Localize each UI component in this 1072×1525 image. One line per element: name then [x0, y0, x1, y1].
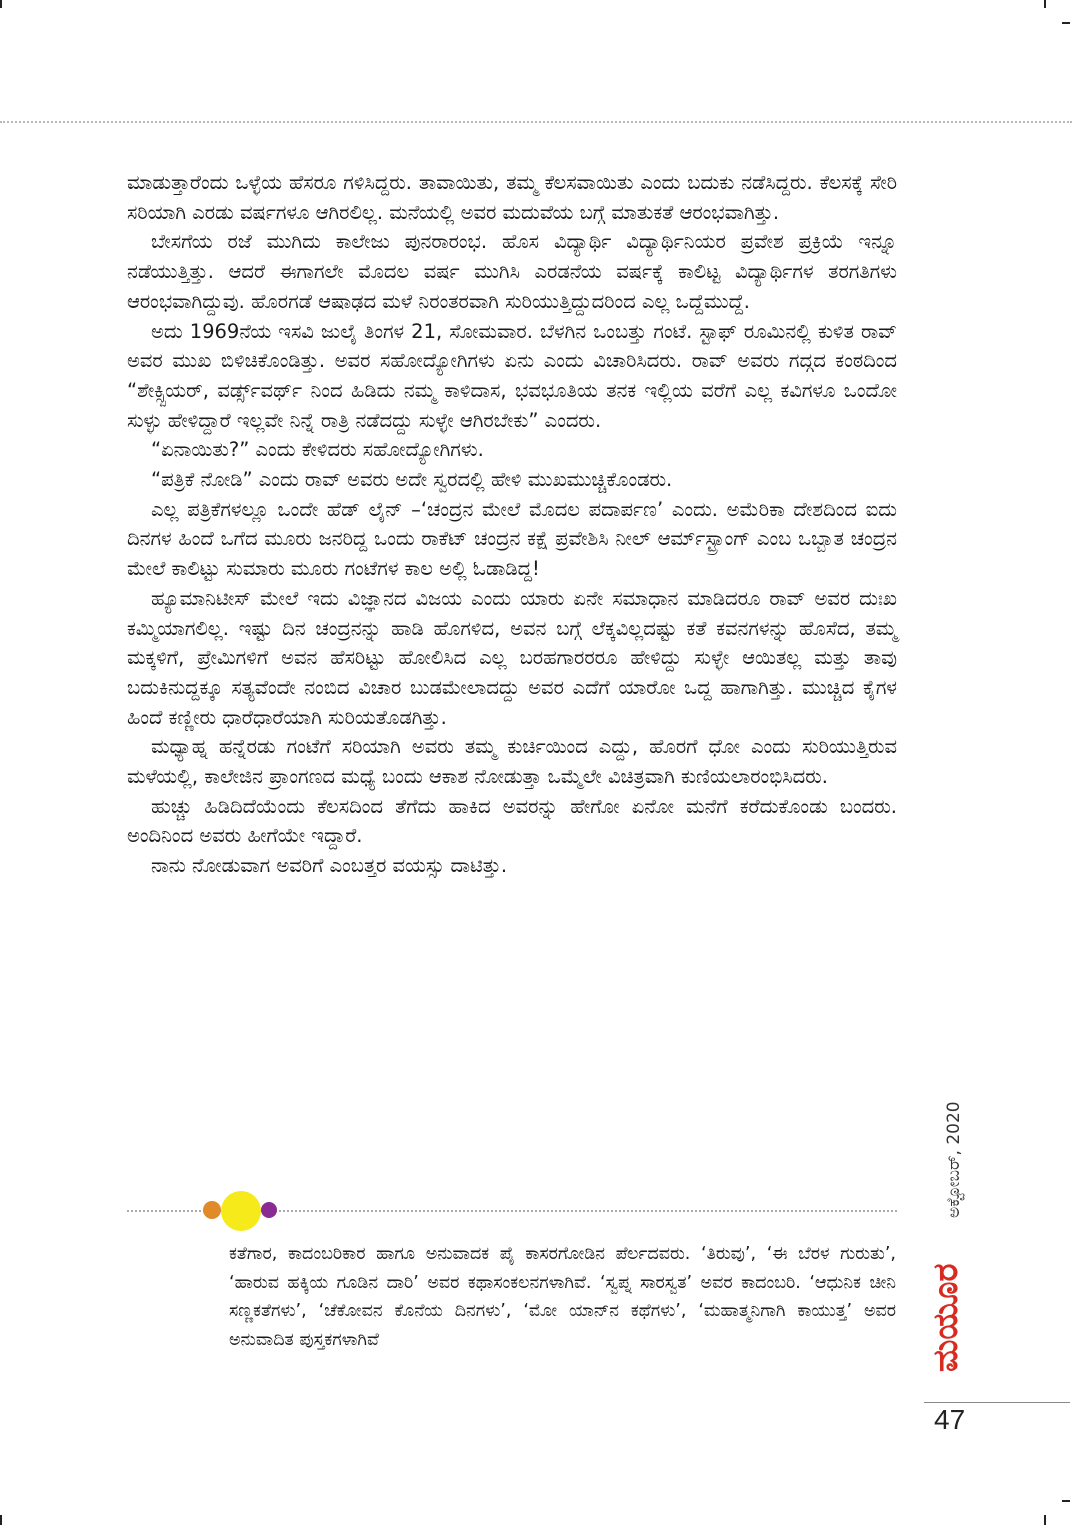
- header-dotted-rule: [0, 121, 1072, 123]
- crop-mark-top-left: [0, 0, 2, 8]
- body-paragraph: “ಪತ್ರಿಕೆ ನೋಡಿ” ಎಂದು ರಾವ್ ಅವರು ಅದೇ ಸ್ವರದಲ್ಲಿ ಹೇಳಿ ಮುಖಮುಚ್ಚಿಕೊಂಡರು.: [151, 468, 673, 492]
- body-paragraph: ಹ್ಯೂಮಾನಿಟೀಸ್ ಮೇಲೆ ಇದು ವಿಜ್ಞಾನದ ವಿಜಯ ಎಂದು ಯಾರು ಏನೇ ಸಮಾಧಾನ ಮಾಡಿದರೂ ರಾವ್ ಅವರ ದುಃಖ ಕಮ್ಮಿಯಾಗಲಿಲ್ಲ. ಇಷ್ಟು ದಿನ ಚಂದ್ರನನ್ನು ಹಾಡಿ ಹೊಗಳಿದ, ಅವನ ಬಗ್ಗೆ ಲೆಕ್ಕವಿಲ್ಲದಷ್ಟು ಕತೆ ಕವನಗಳನ್ನು ಹೊಸೆದ, ತಮ್ಮ ಮಕ್ಕಳಿಗೆ, ಪ್ರೇಮಿಗಳಿಗೆ ಅವನ ಹೆಸರಿಟ್ಟು ಹೋಲಿಸಿದ ಎಲ್ಲ ಬರಹಗಾರರರೂ ಹೇಳಿದ್ದು ಸುಳ್ಳೇ ಆಯಿತಲ್ಲ ಮತ್ತು ತಾವು ಬದುಕಿನುದ್ದಕ್ಕೂ ಸತ್ಯವೆಂದೇ ನಂಬಿದ ವಿಚಾರ ಬುಡಮೇಲಾದದ್ದು ಅವರ ಎದೆಗೆ ಯಾರೋ ಒದ್ದ ಹಾಗಾಗಿತ್ತು. ಮುಚ್ಚಿದ ಕೈಗಳ ಹಿಂದೆ ಕಣ್ಣೀರು ಧಾರೆಧಾರೆಯಾಗಿ ಸುರಿಯತೊಡಗಿತ್ತು.: [127, 586, 897, 729]
- body-paragraph: ಬೇಸಗೆಯ ರಜೆ ಮುಗಿದು ಕಾಲೇಜು ಪುನರಾರಂಭ. ಹೊಸ ವಿದ್ಯಾರ್ಥಿ ವಿದ್ಯಾರ್ಥಿನಿಯರ ಪ್ರವೇಶ ಪ್ರಕ್ರಿಯೆ ಇನ್ನೂ ನಡೆಯುತ್ತಿತ್ತು. ಆದರೆ ಈಗಾಗಲೇ ಮೊದಲ ವರ್ಷ ಮುಗಿಸಿ ಎರಡನೆಯ ವರ್ಷಕ್ಕೆ ಕಾಲಿಟ್ಟ ವಿದ್ಯಾರ್ಥಿಗಳ ತರಗತಿಗಳು ಆರಂಭವಾಗಿದ್ದುವು. ಹೊರಗಡೆ ಆಷಾಢದ ಮಳೆ ನಿರಂತರವಾಗಿ ಸುರಿಯುತ್ತಿದ್ದುದರಿಂದ ಎಲ್ಲ ಒದ್ದೆಮುದ್ದೆ.: [127, 230, 897, 313]
- issue-date: ಅಕ್ಟೋಬರ್, 2020: [944, 1101, 964, 1218]
- crop-mark-top-right: [1044, 0, 1046, 8]
- decorative-dot-purple: [261, 1202, 277, 1218]
- body-paragraph: ಹುಚ್ಚು ಹಿಡಿದಿದೆಯೆಂದು ಕೆಲಸದಿಂದ ತೆಗೆದು ಹಾಕಿದ ಅವರನ್ನು ಹೇಗೋ ಏನೋ ಮನೆಗೆ ಕರೆದುಕೊಂಡು ಬಂದರು. ಅಂದಿನಿಂದ ಅವರು ಹೀಗೆಯೇ ಇದ್ದಾರೆ.: [127, 794, 897, 848]
- decorative-dot-yellow: [221, 1191, 261, 1231]
- author-bio-text: ಕತೆಗಾರ, ಕಾದಂಬರಿಕಾರ ಹಾಗೂ ಅನುವಾದಕ ಪೈ ಕಾಸರಗೋಡಿನ ಪೆರ್ಲದವರು. ‘ತಿರುವು’, ‘ಈ ಬೆರಳ ಗುರುತು’, ‘ಹಾರುವ ಹಕ್ಕಿಯ ಗೂಡಿನ ದಾರಿ’ ಅವರ ಕಥಾಸಂಕಲನಗಳಾಗಿವೆ. ‘ಸ್ವಪ್ನ ಸಾರಸ್ವತ’ ಅವರ ಕಾದಂಬರಿ. ‘ಆಧುನಿಕ ಚೀನಿ ಸಣ್ಣಕತೆಗಳು’, ‘ಚೆಕೋವನ ಕೊನೆಯ ದಿನಗಳು’, ‘ಮೋ ಯಾನ್‌ನ ಕಥೆಗಳು’, ‘ಮಹಾತ್ಮನಿಗಾಗಿ ಕಾಯುತ್ತ’ ಅವರ ಅನುವಾದಿತ ಪುಸ್ತಕಗಳಾಗಿವೆ: [229, 1244, 896, 1351]
- crop-mark-right-bottom: [1062, 1500, 1070, 1502]
- magazine-name: ಮಯೂರ: [926, 1263, 966, 1372]
- body-paragraph: ಮಧ್ಯಾಹ್ನ ಹನ್ನೆರಡು ಗಂಟೆಗೆ ಸರಿಯಾಗಿ ಅವರು ತಮ್ಮ ಕುರ್ಚಿಯಿಂದ ಎದ್ದು, ಹೊರಗೆ ಧೋ ಎಂದು ಸುರಿಯುತ್ತಿರುವ ಮಳೆಯಲ್ಲಿ, ಕಾಲೇಜಿನ ಪ್ರಾಂಗಣದ ಮಧ್ಯೆ ಬಂದು ಆಕಾಶ ನೋಡುತ್ತಾ ಒಮ್ಮೆಲೇ ವಿಚಿತ್ರವಾಗಿ ಕುಣಿಯಲಾರಂಭಿಸಿದರು.: [127, 735, 897, 789]
- author-bio: [229, 1240, 896, 1355]
- article-body: [127, 168, 897, 881]
- body-paragraph: ಎಲ್ಲ ಪತ್ರಿಕೆಗಳಲ್ಲೂ ಒಂದೇ ಹೆಡ್ ಲೈನ್ –‘ಚಂದ್ರನ ಮೇಲೆ ಮೊದಲ ಪದಾರ್ಪಣ’ ಎಂದು. ಅಮೆರಿಕಾ ದೇಶದಿಂದ ಐದು ದಿನಗಳ ಹಿಂದೆ ಒಗೆದ ಮೂರು ಜನರಿದ್ದ ಒಂದು ರಾಕೆಟ್ ಚಂದ್ರನ ಕಕ್ಷೆ ಪ್ರವೇಶಿಸಿ ನೀಲ್ ಆರ್ಮ್‌ಸ್ಟ್ರಾಂಗ್ ಎಂಬ ಒಬ್ಬಾತ ಚಂದ್ರನ ಮೇಲೆ ಕಾಲಿಟ್ಟು ಸುಮಾರು ಮೂರು ಗಂಟೆಗಳ ಕಾಲ ಅಲ್ಲಿ ಓಡಾಡಿದ್ದ!: [127, 497, 897, 581]
- footer-rule: [924, 1402, 1070, 1403]
- page-number: 47: [934, 1404, 966, 1435]
- crop-mark-right-top: [1062, 22, 1070, 24]
- crop-mark-bottom-left: [0, 1515, 2, 1525]
- body-paragraph: ಅದು 1969ನೆಯ ಇಸವಿ ಜುಲೈ ತಿಂಗಳ 21, ಸೋಮವಾರ. ಬೆಳಗಿನ ಒಂಬತ್ತು ಗಂಟೆ. ಸ್ಟಾಫ್ ರೂಮಿನಲ್ಲಿ ಕುಳಿತ ರಾವ್ ಅವರ ಮುಖ ಬಿಳಿಚಿಕೊಂಡಿತ್ತು. ಅವರ ಸಹೋದ್ಯೋಗಿಗಳು ಏನು ಎಂದು ವಿಚಾರಿಸಿದರು. ರಾವ್ ಅವರು ಗದ್ಗದ ಕಂಠದಿಂದ “ಶೇಕ್ಸ್ಪಿಯರ್, ವರ್ಡ್ಸ್‌ವರ್ಥ್ ನಿಂದ ಹಿಡಿದು ನಮ್ಮ ಕಾಳಿದಾಸ, ಭವಭೂತಿಯ ತನಕ ಇಲ್ಲಿಯ ವರೆಗೆ ಎಲ್ಲ ಕವಿಗಳೂ ಒಂದೋ ಸುಳ್ಳು ಹೇಳಿದ್ದಾರೆ ಇಲ್ಲವೇ ನಿನ್ನೆ ರಾತ್ರಿ ನಡೆದದ್ದು ಸುಳ್ಳೇ ಆಗಿರಬೇಕು” ಎಂದರು.: [127, 319, 897, 432]
- body-paragraph: “ಏನಾಯಿತು?” ಎಂದು ಕೇಳಿದರು ಸಹೋದ್ಯೋಗಿಗಳು.: [151, 438, 484, 462]
- decorative-dot-orange: [203, 1201, 221, 1219]
- crop-mark-bottom-right: [1044, 1515, 1046, 1525]
- body-paragraph: ನಾನು ನೋಡುವಾಗ ಅವರಿಗೆ ಎಂಬತ್ತರ ವಯಸ್ಸು ದಾಟಿತ್ತು.: [151, 854, 508, 878]
- body-paragraph: ಮಾಡುತ್ತಾರೆಂದು ಒಳ್ಳೆಯ ಹೆಸರೂ ಗಳಿಸಿದ್ದರು. ತಾವಾಯಿತು, ತಮ್ಮ ಕೆಲಸವಾಯಿತು ಎಂದು ಬದುಕು ನಡೆಸಿದ್ದರು. ಕೆಲಸಕ್ಕೆ ಸೇರಿ ಸರಿಯಾಗಿ ಎರಡು ವರ್ಷಗಳೂ ಆಗಿರಲಿಲ್ಲ. ಮನೆಯಲ್ಲಿ ಅವರ ಮದುವೆಯ ಬಗ್ಗೆ ಮಾತುಕತೆ ಆರಂಭವಾಗಿತ್ತು.: [127, 171, 897, 224]
